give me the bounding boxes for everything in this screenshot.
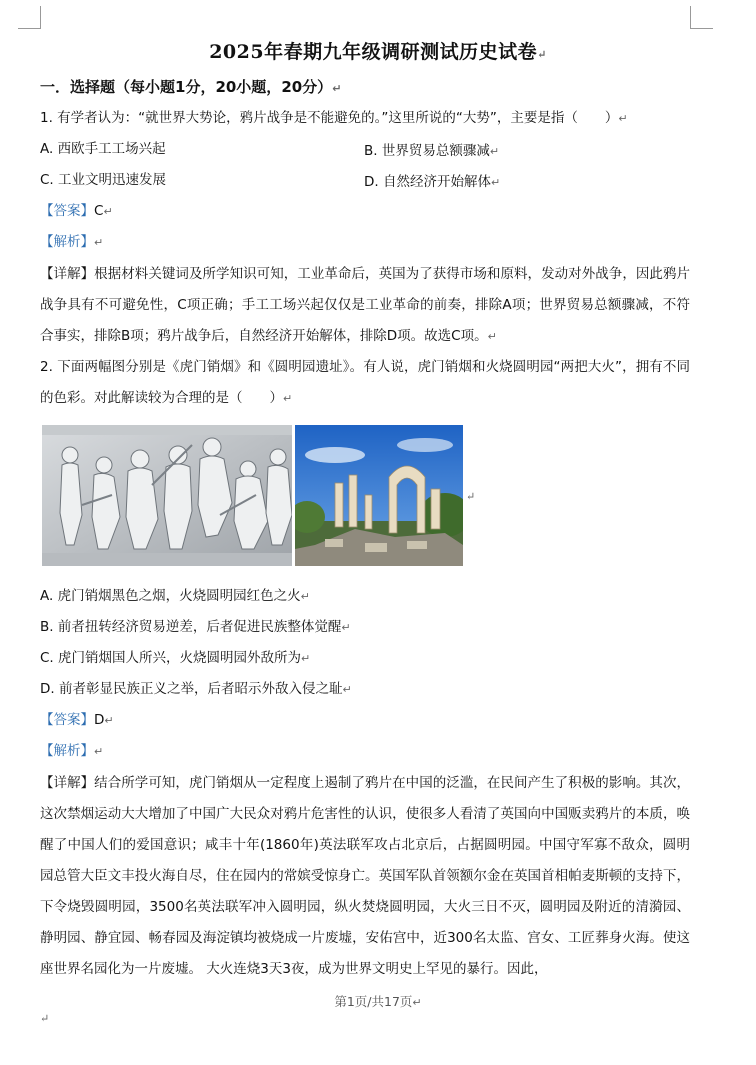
question-1-option-a: A. 西欧手工工场兴起 [40,141,166,157]
paragraph-mark: ↵ [490,176,501,189]
paragraph-mark: ↵ [40,1012,50,1025]
paragraph-mark: ↵ [618,112,628,125]
paragraph-mark: ↵ [537,48,547,61]
paragraph-mark: ↵ [283,392,293,405]
question-2-option-c: C. 虎门销烟国人所兴，火烧圆明园外敌所为↵ [40,650,311,666]
question-1-option-c: C. 工业文明迅速发展 [40,172,167,188]
paragraph-mark: ↵ [301,652,311,665]
humen-relief-image [42,425,292,566]
paragraph-mark: ↵ [332,82,342,95]
question-1-option-b: B. 世界贸易总额骤减↵ [364,143,500,159]
question-1-stem: 1. 有学者认为：“就世界大势论，鸦片战争是不能避免的。”这里所说的“大势”，主要是指（ ）↵ [40,110,628,126]
question-1-detail: 【详解】根据材料关键词及所学知识可知，工业革命后，英国为了获得市场和原料，发动对外战争，因此鸦片战争具有不可避免性，C项正确；手工工场兴起仅仅是工业革命的前奏，排除A项；世界贸易总额骤减，不符合事实，排除B项；鸦片战争后，自然经济开始解体，排除D项。故选C项。↵ [40,266,691,344]
paragraph-mark: ↵ [103,205,113,218]
page-title: 2025年春期九年级调研测试历史试卷↵ [209,41,547,63]
question-1-answer: 【答案】C↵ [40,203,113,219]
crop-mark-top-left [18,6,41,29]
paragraph-mark: ↵ [94,745,104,758]
paragraph-mark: ↵ [489,145,500,158]
question-2-answer: 【答案】D↵ [40,712,114,728]
question-2-option-d: D. 前者彰显民族正义之举，后者昭示外敌入侵之耻↵ [40,681,352,697]
yuanmingyuan-ruins-image [295,425,463,566]
crop-mark-top-right [690,6,713,29]
question-2-analysis: 【解析】↵ [40,743,104,759]
question-2-detail: 【详解】结合所学可知，虎门销烟从一定程度上遏制了鸦片在中国的泛滥，在民间产生了积极的影响。其次，这次禁烟运动大大增加了中国广大民众对鸦片危害性的认识，使很多人看清了英国向中国贩卖鸦片的本质，唤醒了中国人们的爱国意识；咸丰十年(1860年)英法联军攻占北京后，占据圆明园。中国守军寡不敌众，圆明园总管大臣文丰投火海自尽，住在园内的常嫔受惊身亡。英国军队首领额尔金在英国首相帕麦斯顿的支持下，下令烧毁圆明园，3500名英法联军冲入圆明园，纵火焚烧圆明园，大火三日不灭，圆明园及附近的清漪园、静明园、静宜园、畅春园及海淀镇均被烧成一片废墟，安佑宫中，近300名太监、宫女、工匠葬身火海。使这座世界名园化为一片废墟。 大火连烧3天3夜，成为世界文明史上罕见的暴行。因此， [40,775,691,977]
question-2-option-a: A. 虎门销烟黑色之烟，火烧圆明园红色之火↵ [40,588,310,604]
section-heading: 一．选择题（每小题1分，20小题，20分）↵ [40,78,342,96]
question-2-stem: 2. 下面两幅图分别是《虎门销烟》和《圆明园遗址》。有人说，虎门销烟和火烧圆明园“两把大火”，拥有不同的色彩。对此解读较为合理的是（ ）↵ [40,359,690,406]
question-2-option-b: B. 前者扭转经济贸易逆差，后者促进民族整体觉醒↵ [40,619,351,635]
question-1-analysis: 【解析】↵ [40,234,104,250]
paragraph-mark: ↵ [341,621,351,634]
paragraph-mark: ↵ [487,330,497,343]
page-footer: 第1页/共17页↵ [334,994,422,1009]
paragraph-mark: ↵ [300,590,310,603]
paragraph-mark: ↵ [104,714,114,727]
paragraph-mark: ↵ [94,236,104,249]
paragraph-mark: ↵ [342,683,352,696]
paragraph-mark: ↵ [412,996,422,1009]
question-1-option-d: D. 自然经济开始解体↵ [364,174,501,190]
paragraph-mark: ↵ [466,490,476,503]
